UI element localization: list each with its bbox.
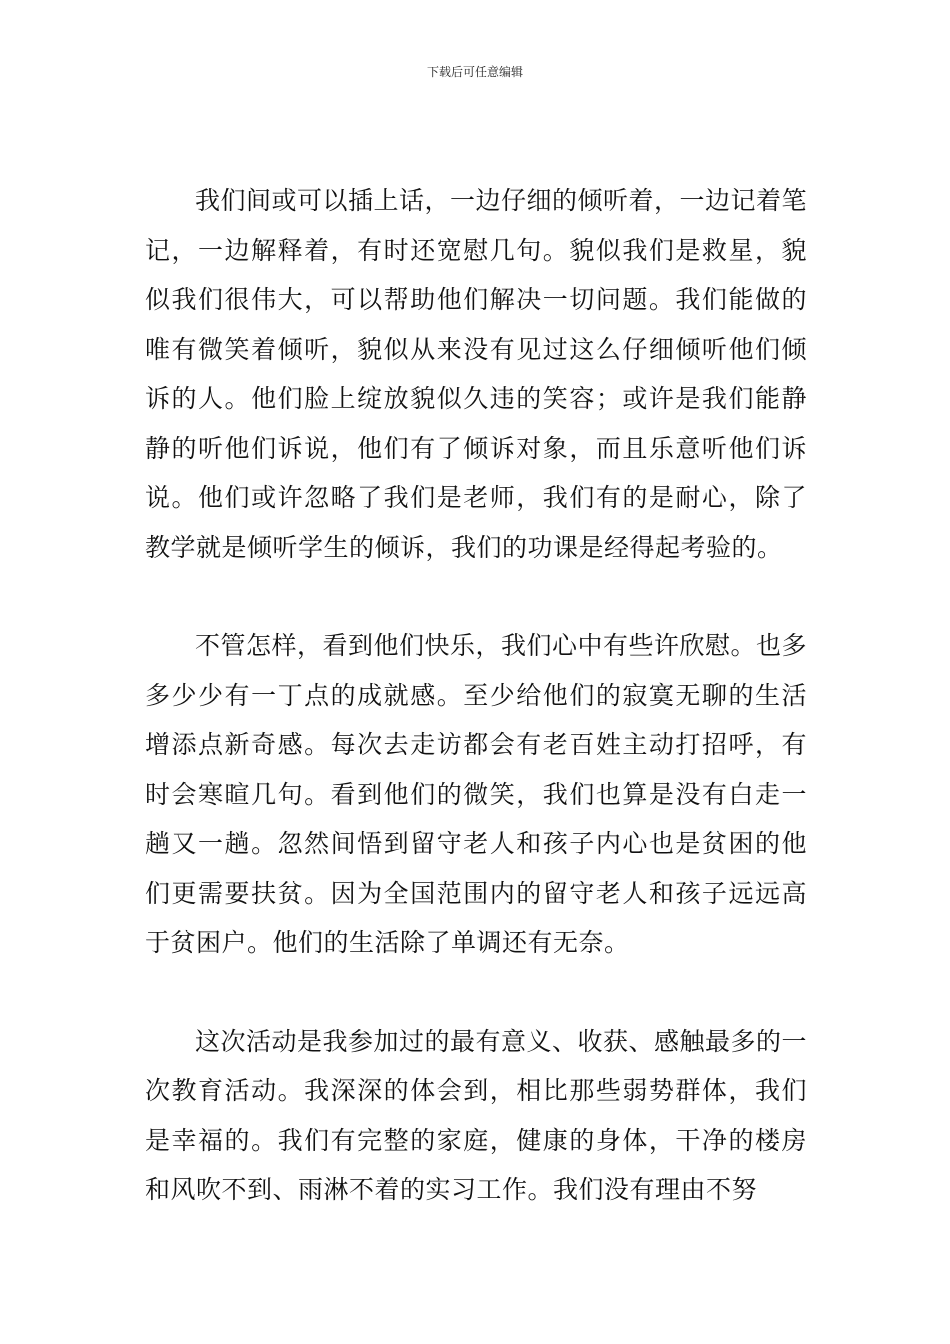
paragraph-3: 这次活动是我参加过的最有意义、收获、感触最多的一次教育活动。我深深的体会到，相比那些弱势群体，我们是幸福的。我们有完整的家庭，健康的身体，干净的楼房和风吹不到、雨淋不着的实习工作。我们没有理由不努: [145, 1026, 808, 1204]
paragraph-2: 不管怎样，看到他们快乐，我们心中有些许欣慰。也多多少少有一丁点的成就感。至少给他们的寂寞无聊的生活增添点新奇感。每次去走访都会有老百姓主动打招呼，有时会寒暄几句。看到他们的微笑，我们也算是没有白走一趟又一趟。忽然间悟到留守老人和孩子内心也是贫困的他们更需要扶贫。因为全国范围内的留守老人和孩子远远高于贫困户。他们的生活除了单调还有无奈。: [145, 631, 808, 957]
document-body: [145, 176, 807, 1215]
paragraph-1: 我们间或可以插上话，一边仔细的倾听着，一边记着笔记，一边解释着，有时还宽慰几句。貌似我们是救星，貌似我们很伟大，可以帮助他们解决一切问题。我们能做的唯有微笑着倾听，貌似从来没有见过这么仔细倾听他们倾诉的人。他们脸上绽放貌似久违的笑容；或许是我们能静静的听他们诉说，他们有了倾诉对象，而且乐意听他们诉说。他们或许忽略了我们是老师，我们有的是耐心，除了教学就是倾听学生的倾诉，我们的功课是经得起考验的。: [145, 186, 808, 562]
page-header: 下载后可任意编辑: [426, 65, 523, 79]
